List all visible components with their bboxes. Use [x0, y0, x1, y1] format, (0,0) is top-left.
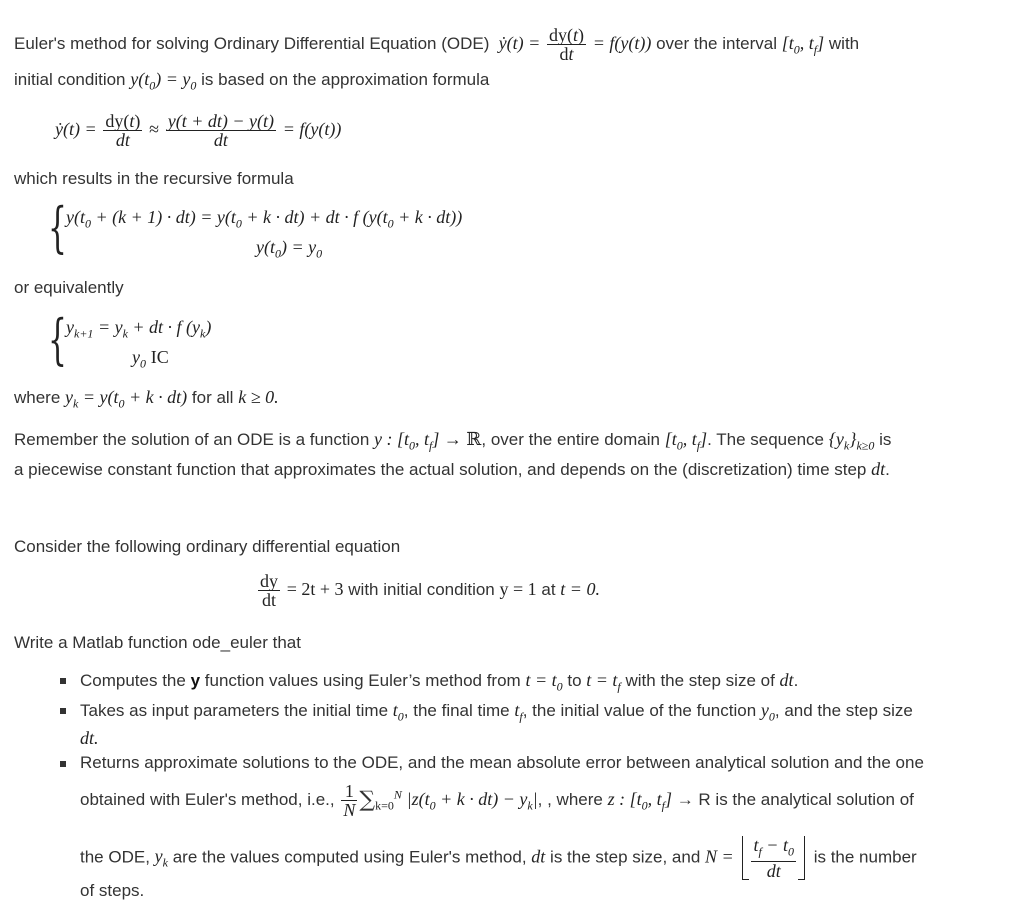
where-line: where $y_k = y(t_0 + k \cdot dt)$ for all k ≥ 0.	[14, 387, 279, 411]
bullet-3	[60, 761, 66, 767]
intro-line-1	[14, 26, 859, 63]
bullet-3-line-2: obtained with Euler's method, i.e., $\frac{1}{N}$ $\sum_{k=0}^N$ $|z(t_0 + k \cdot dt) - y_k|$, , where z : [$t_0$, $t_f] \to R$ is the analytical solution of	[80, 781, 914, 820]
interval-text: over the interval	[656, 33, 778, 53]
recursive-text: which results in the recursive formula	[14, 169, 294, 188]
remember-line-1: Remember the solution of an ODE is a function y : [$t_0$, $t_f$] → ℝ, over the entire domain [$t_0$, $t_f$]. The sequence $\{y_k\}_{k\ge 0}$ is	[14, 429, 892, 453]
bullet-3-line-1: Returns approximate solutions to the ODE, and the mean absolute error between analytical solution and the one	[80, 753, 924, 772]
bullet-1	[60, 678, 66, 684]
write-text: Write a Matlab function ode_euler that	[14, 633, 301, 652]
approx-text: is based on the approximation formula	[201, 70, 490, 89]
left-brace-2: {	[48, 308, 67, 371]
math-ic: $y(t_0) = y_0$	[130, 69, 197, 93]
math-f-of-y: = f(y(t))	[592, 32, 652, 53]
equiv-eq-2: $y_0$ IC	[132, 347, 169, 371]
bullet-3-line-4: of steps.	[80, 881, 145, 900]
ic-text: initial condition	[14, 70, 126, 89]
remember-line-2: a piecewise constant function that approximates the actual solution, and depends on the (discretization) time step dt.	[14, 459, 890, 479]
recursive-eq-2: $y(t_0) = y_0$	[256, 237, 323, 261]
left-brace: {	[48, 196, 67, 259]
approx-formula: ẏ(t) = $\frac{dy(t)}{dt}$ ≈ $\frac{y(t + dt) - y(t)}{dt}$ = f(y(t))	[55, 111, 342, 150]
recursive-eq-1: $y(t_0 + (k + 1) \cdot dt) = y(t_0 + k \cdot dt)$ + dt · f $(y(t_0 + k \cdot dt))$	[66, 207, 463, 231]
bullet-2-dt: dt.	[80, 728, 99, 748]
bullet-3-line-3: the ODE, $y_k$ are the values computed using Euler's method, dt is the step size, and N = $\frac{t_f - t_0}{dt}$ is the number	[80, 835, 917, 881]
math-interval: [$t_0$, $t_f$]	[781, 32, 825, 57]
ode-equation: $\frac{dy}{dt}$ = 2t + 3 with initial condition y = 1 at t = 0.	[260, 571, 600, 610]
equiv-eq-1: $y_{k+1} = y_k$ + dt · f $(y_k)$	[66, 317, 212, 341]
bullet-1-text: Computes the y function values using Euler’s method from $t = t_0$ to $t = t_f$ with the step size of dt.	[80, 670, 799, 694]
intro-text: Euler's method for solving Ordinary Differential Equation (ODE)	[14, 33, 490, 53]
bullet-2-text: Takes as input parameters the initial time $t_0$, the final time $t_f$, the initial value of the function $y_0$, and the step size	[80, 700, 913, 724]
with-text: with	[828, 33, 860, 53]
equiv-text: or equivalently	[14, 278, 124, 297]
bullet-2	[60, 708, 66, 714]
consider-text: Consider the following ordinary differential equation	[14, 537, 401, 556]
intro-line-2	[14, 68, 489, 97]
math-ydot: ẏ(t) =	[494, 32, 541, 53]
math-frac-dydt: $\frac{dy(t)}{dt}$	[548, 25, 584, 64]
